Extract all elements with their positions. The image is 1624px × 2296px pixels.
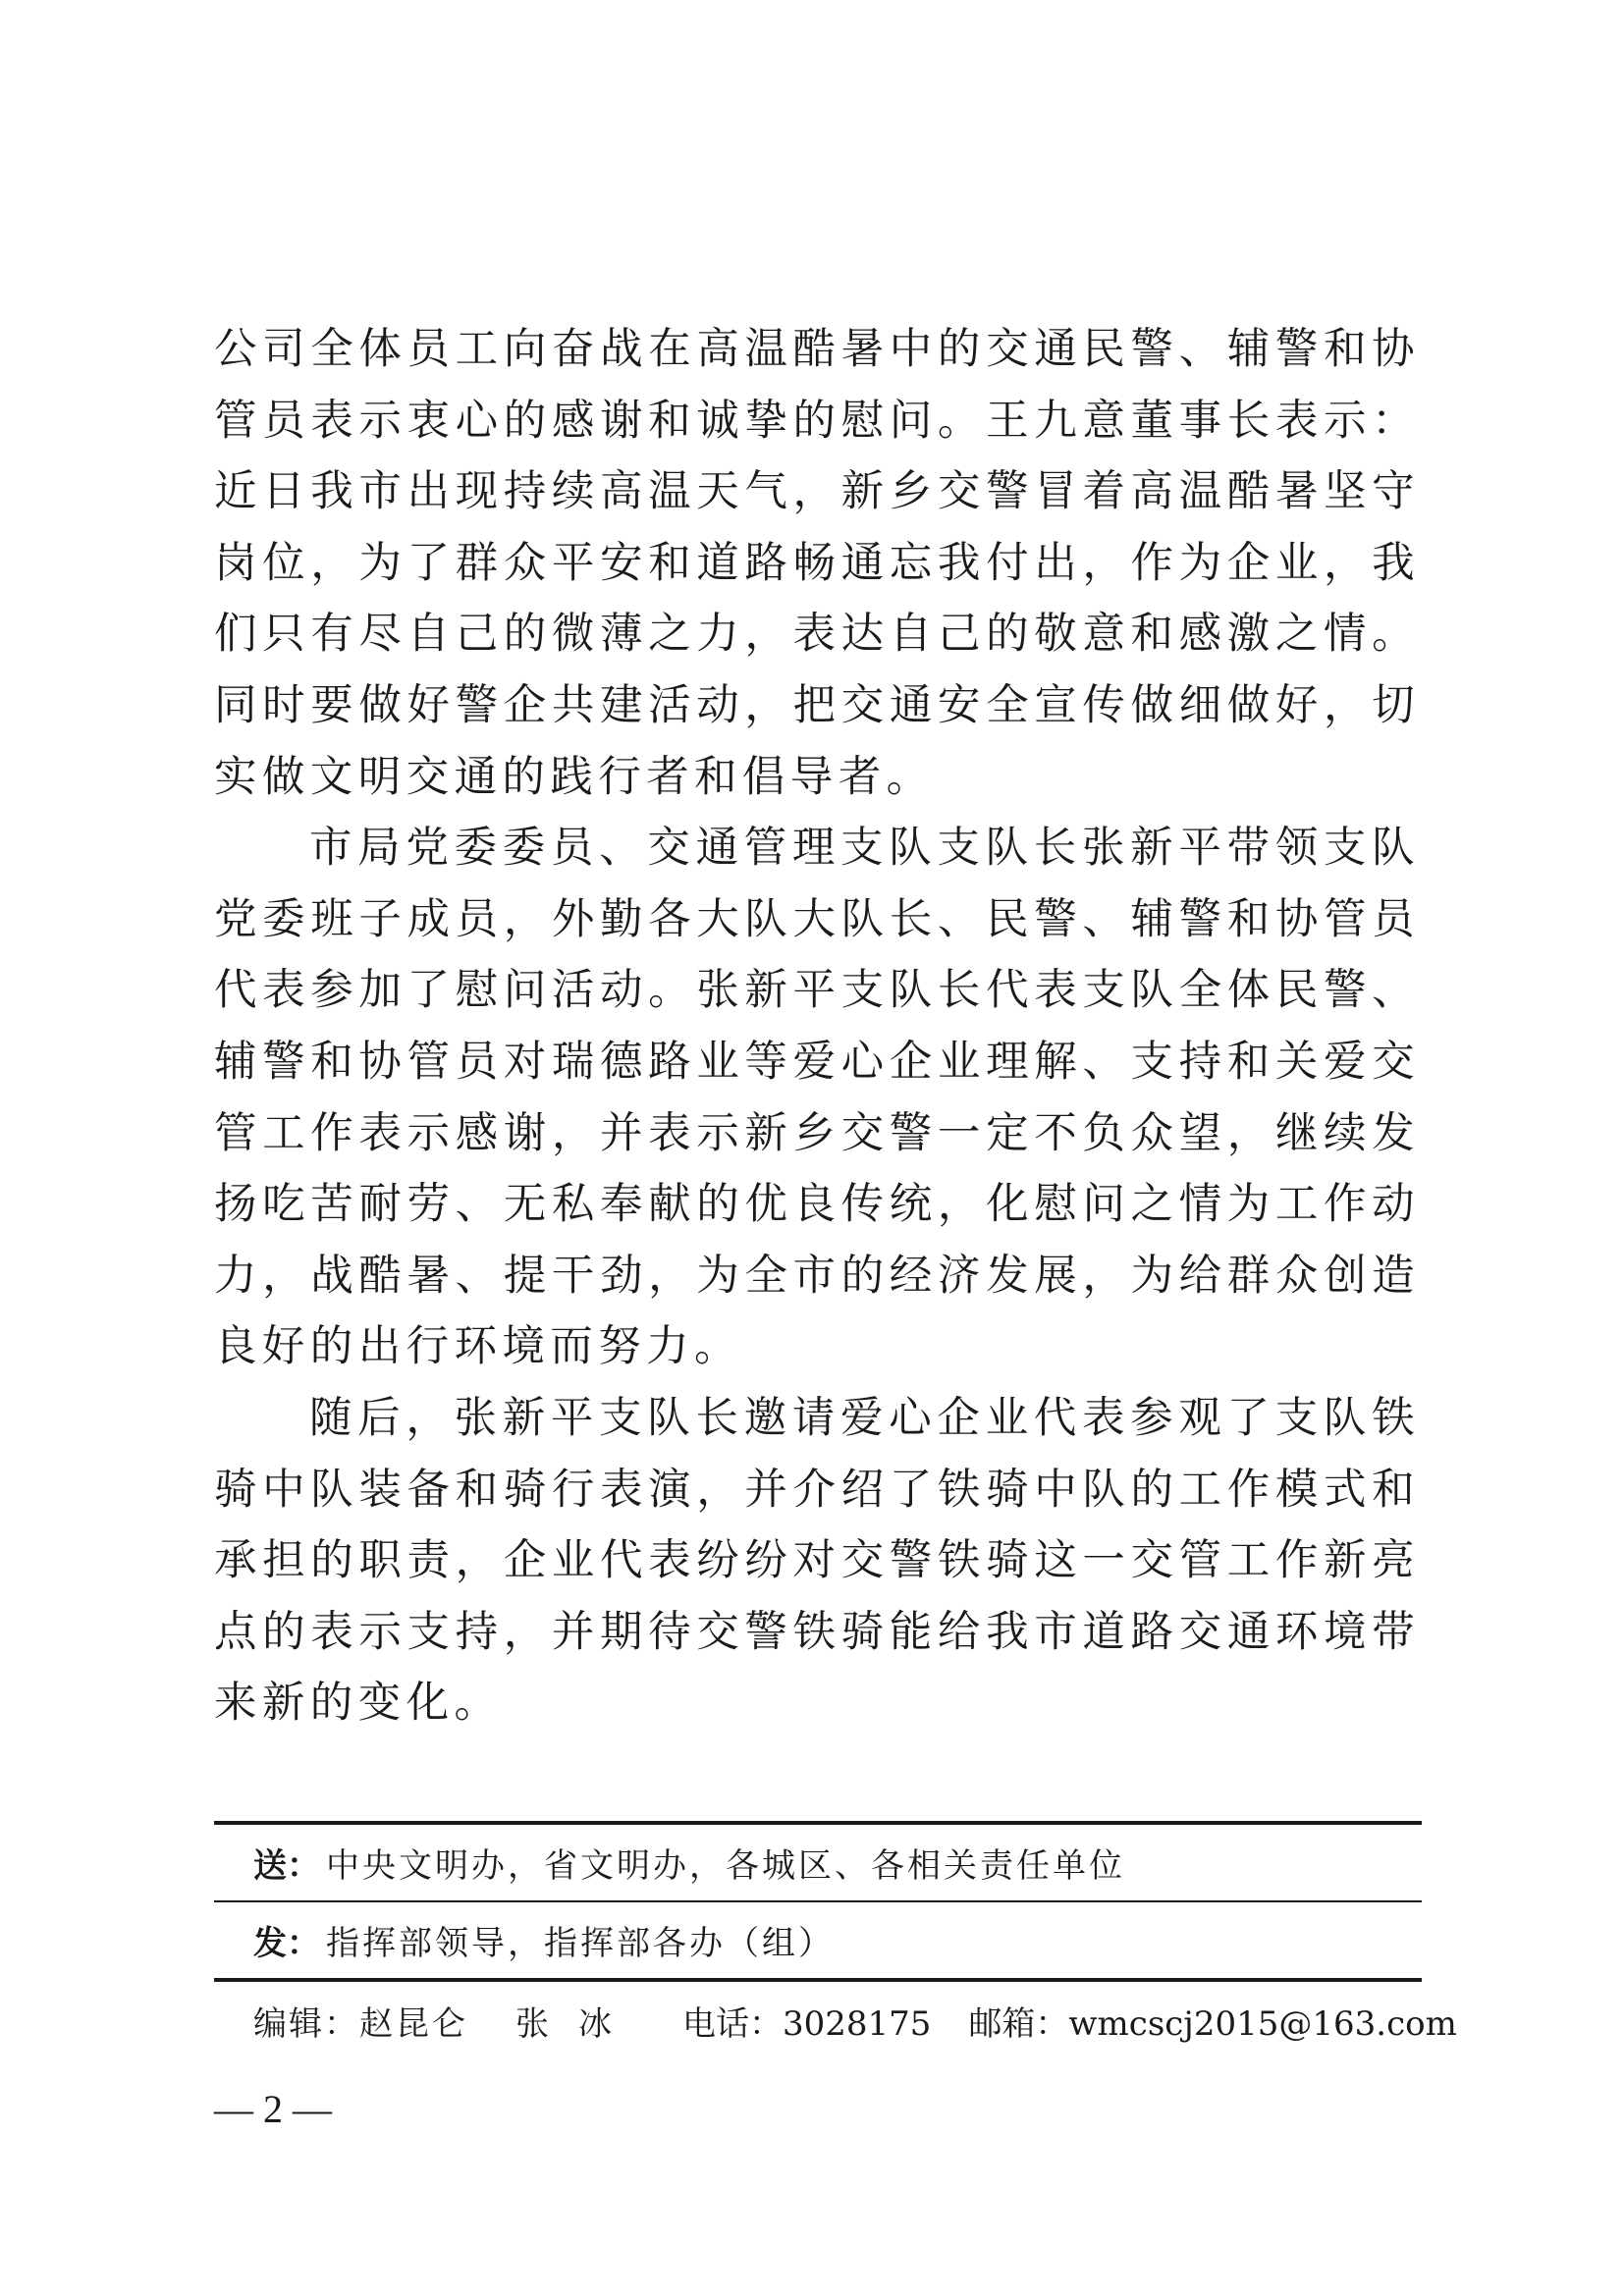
paragraph: 随后，张新平支队长邀请爱心企业代表参观了支队铁骑中队装备和骑行表演，并介绍了铁骑中队的工作模式和承担的职责，企业代表纷纷对交警铁骑这一交管工作新亮点的表示支持，并期待交警铁骑能给我市道路交通环境带来新的变化。: [214, 1393, 1420, 1729]
paragraph: 市局党委委员、交通管理支队支队长张新平带领支队党委班子成员，外勤各大队大队长、民警、辅警和协管员代表参加了慰问活动。张新平支队长代表支队全体民警、辅警和协管员对瑞德路业等爱心企业理解、支持和关爱交管工作表示感谢，并表示新乡交警一定不负众望，继续发扬吃苦耐劳、无私奉献的优良传统，化慰问之情为工作动力，战酷暑、提干劲，为全市的经济发展，为给群众创造良好的出行环境而努力。: [214, 824, 1420, 1372]
send-to-value: 中央文明办，省文明办，各城区、各相关责任单位: [326, 1846, 1125, 1886]
send-to-row: [214, 1825, 1422, 1900]
editor-phone: 电话：3028175: [682, 2004, 932, 2044]
divider: [214, 1978, 1422, 1982]
editor-label: 编辑：: [253, 2004, 359, 2044]
editor-name: 张冰: [515, 2004, 641, 2044]
body-text: [214, 314, 1420, 1739]
editor-info: [253, 1997, 1457, 2045]
issue-to-label: 发：: [253, 1924, 320, 1963]
issue-to-value: 指挥部领导，指挥部各办（组）: [326, 1924, 835, 1963]
editor-email: 邮箱：wmcscj2015@163.com: [968, 2004, 1457, 2044]
paragraph: 公司全体员工向奋战在高温酷暑中的交通民警、辅警和协管员表示衷心的感谢和诚挚的慰问。王九意董事长表示：近日我市出现持续高温天气，新乡交警冒着高温酷暑坚守岗位，为了群众平安和道路畅通忘我付出，作为企业，我们只有尽自己的微薄之力，表达自己的敬意和感激之情。同时要做好警企共建活动，把交通安全宣传做细做好，切实做文明交通的践行者和倡导者。: [214, 325, 1420, 802]
send-to-label: 送：: [253, 1846, 320, 1886]
page-number: — 2 —: [214, 2087, 332, 2131]
issue-to-row: [214, 1902, 1422, 1978]
editor-name: 赵昆仑: [359, 2004, 468, 2044]
distribution-block: [214, 1821, 1422, 1982]
